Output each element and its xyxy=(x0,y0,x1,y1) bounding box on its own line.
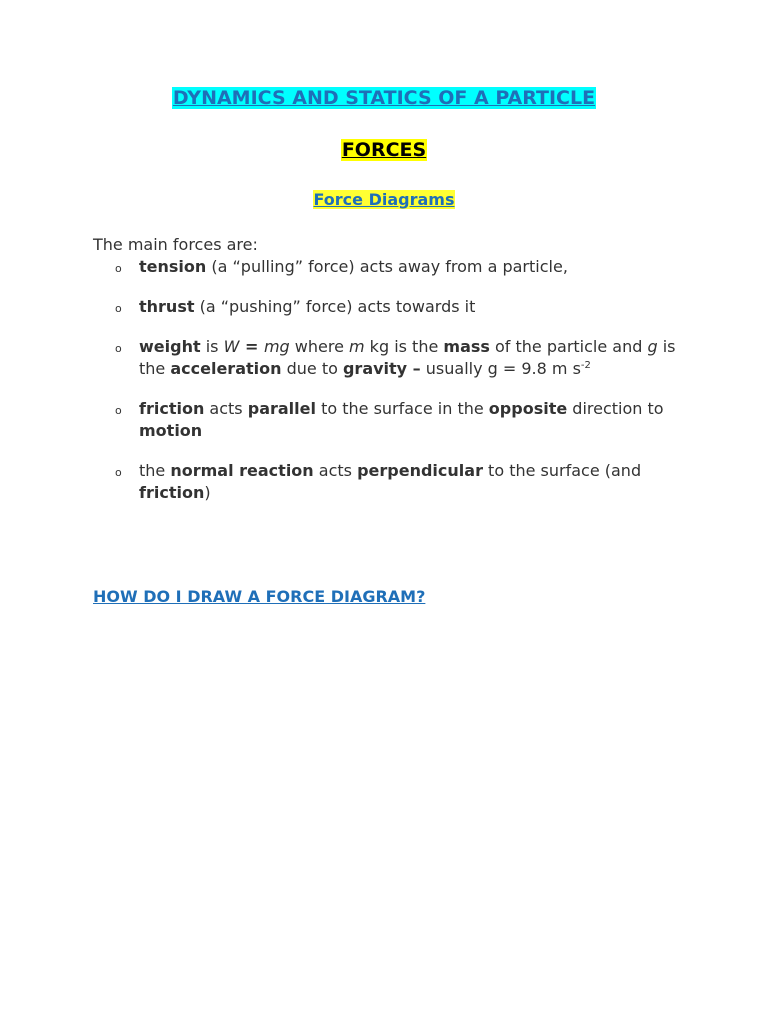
list-item-thrust xyxy=(93,296,693,318)
term-motion: motion xyxy=(139,421,203,440)
symbol-w: W xyxy=(223,337,240,356)
text-span: to the surface (and xyxy=(482,461,642,480)
term-parallel: parallel xyxy=(247,399,316,418)
text-span: acts xyxy=(204,399,248,418)
text-span: direction to xyxy=(567,399,664,418)
exponent: -2 xyxy=(580,360,591,371)
term-opposite: opposite xyxy=(488,399,568,418)
text-span: acts xyxy=(313,461,358,480)
dash: – xyxy=(407,359,421,378)
bullet-marker: o xyxy=(115,404,122,417)
text-span: is xyxy=(200,337,224,356)
list-item-friction xyxy=(93,398,693,442)
list-item-normal-reaction xyxy=(93,460,693,504)
term-thrust: thrust xyxy=(139,297,195,316)
section-title xyxy=(0,138,768,162)
equals-sign: = xyxy=(239,337,264,356)
term-friction: friction xyxy=(139,483,205,502)
term-normal-reaction: normal reaction xyxy=(170,461,314,480)
document-title-text: DYNAMICS AND STATICS OF A PARTICLE xyxy=(172,87,596,109)
term-mass: mass xyxy=(443,337,490,356)
subsection-title xyxy=(0,189,768,210)
subsection-title-text: Force Diagrams xyxy=(313,190,455,209)
text-span: of the particle and xyxy=(489,337,648,356)
intro-text: The main forces are: xyxy=(93,235,258,254)
section-title-text: FORCES xyxy=(341,139,427,161)
bullet-marker: o xyxy=(115,302,122,315)
forces-list xyxy=(93,256,693,522)
term-weight: weight xyxy=(139,337,201,356)
term-gravity: gravity xyxy=(342,359,408,378)
text-span: is the xyxy=(139,337,676,378)
bullet-marker: o xyxy=(115,342,122,355)
text-span: ) xyxy=(204,483,211,502)
document-title xyxy=(0,86,768,110)
list-item-weight xyxy=(93,336,693,380)
symbol-g: g xyxy=(647,337,658,356)
text-span: to the surface in the xyxy=(315,399,489,418)
term-acceleration: acceleration xyxy=(170,359,282,378)
symbol-m: m xyxy=(349,337,365,356)
text-span: due to xyxy=(281,359,343,378)
bullet-marker: o xyxy=(115,466,122,479)
text-span: kg is the xyxy=(364,337,444,356)
list-item-tension xyxy=(93,256,693,278)
text-span: usually g = 9.8 m s xyxy=(420,359,581,378)
text-span: (a “pulling” force) acts away from a particle, xyxy=(206,257,568,276)
text-span: the xyxy=(139,461,171,480)
term-perpendicular: perpendicular xyxy=(357,461,483,480)
text-span: (a “pushing” force) acts towards it xyxy=(194,297,476,316)
term-tension: tension xyxy=(139,257,207,276)
bullet-marker: o xyxy=(115,262,122,275)
text-span: where xyxy=(289,337,349,356)
draw-force-diagram-heading[interactable]: HOW DO I DRAW A FORCE DIAGRAM? xyxy=(93,587,426,606)
term-friction: friction xyxy=(139,399,205,418)
symbol-mg: mg xyxy=(263,337,290,356)
